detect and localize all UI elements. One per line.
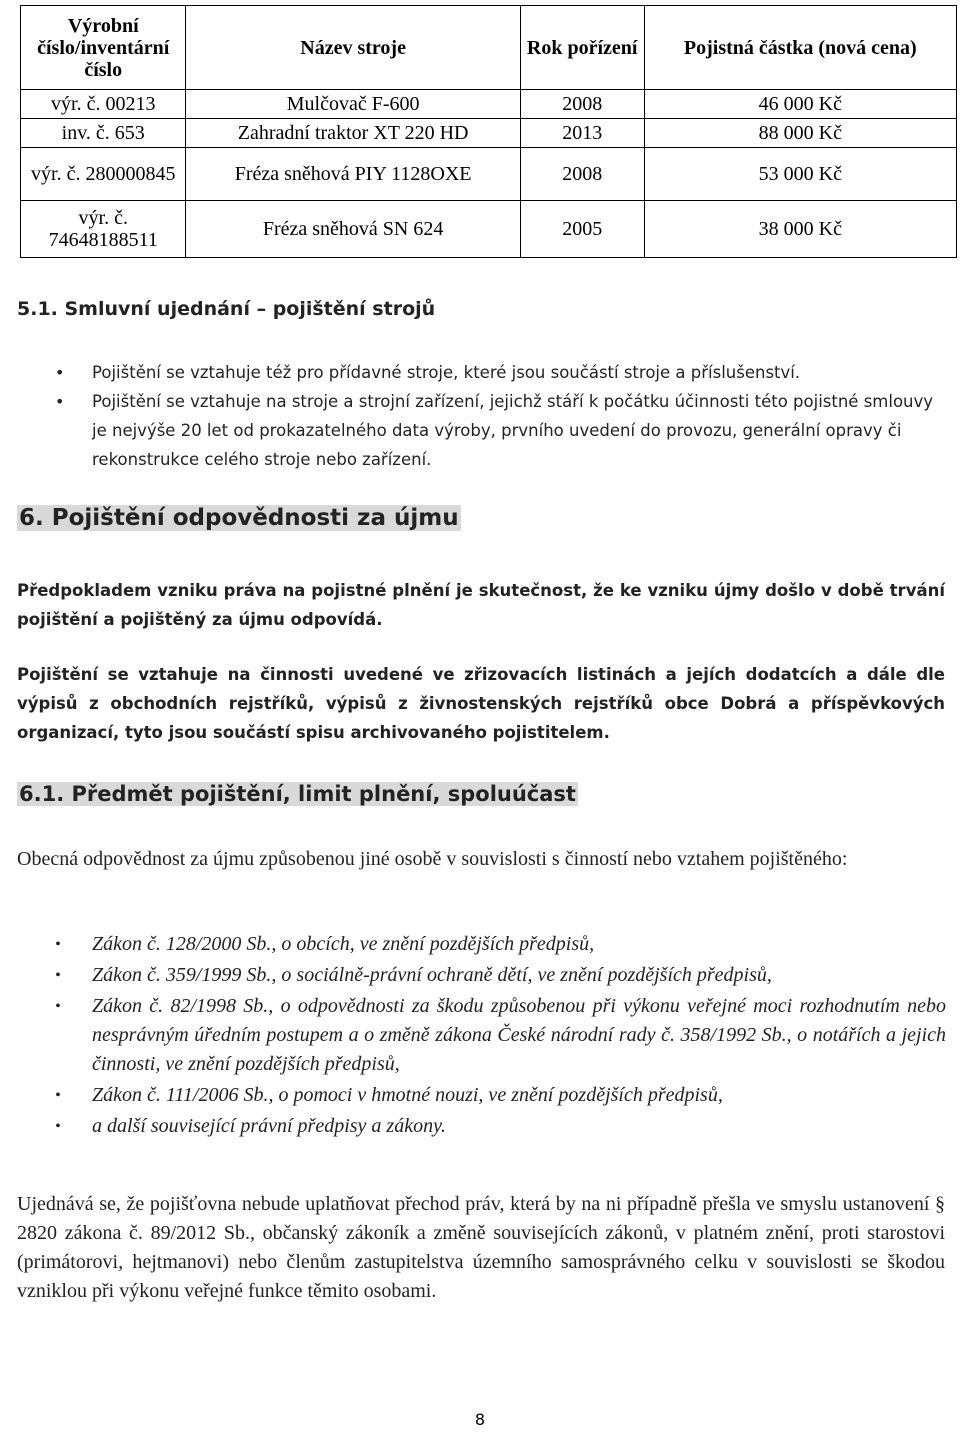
cell-price: 88 000 Kč [644,119,956,148]
table-row [21,201,957,258]
final-paragraph: Ujednává se, že pojišťovna nebude uplatňovat přechod práv, která by na ni případně přešla ve smyslu ustanovení § 2820 zákona č. 89/2012 Sb., občanský zákoník a změně souvisejících zákonů, v platném znění, proti starostovi (primátorovi, hejtmanovi) nebo členům zastupitelstva územního samosprávného celku v souvislosti se škodou vzniklou při výkonu veřejné funkce těmito osobami. [17,1193,945,1302]
header-year: Rok pořízení [520,6,644,90]
cell-year: 2013 [520,119,644,148]
header-name: Název stroje [186,6,520,90]
section-6-1-intro: Obecná odpovědnost za újmu způsobenou jiné osobě v souvislosti s činností nebo vztahem pojištěného: [17,848,848,870]
list-item: • Pojištění se vztahuje na stroje a strojní zařízení, jejichž stáří k počátku účinnosti této pojistné smlouvy je nejvýše 20 let od prokazatelného data výroby, prvního uvedení do provozu, generální opravy či rekonstrukce celého stroje nebo zařízení. [20,387,950,474]
section-5-1-heading: 5.1. Smluvní ujednání – pojištění strojů [17,298,436,320]
cell-id: inv. č. 653 [21,119,186,148]
cell-name: Zahradní traktor XT 220 HD [186,119,520,148]
section-5-1-bullets [20,358,950,474]
table-row [21,119,957,148]
laws-list [20,930,946,1143]
section-6-heading-text: 6. Pojištění odpovědnosti za újmu [19,505,459,531]
cell-price: 53 000 Kč [644,148,956,201]
machines-table [20,5,957,258]
list-item: • Zákon č. 82/1998 Sb., o odpovědnosti za škodu způsobenou při výkonu veřejné moci rozhodnutím nebo nesprávným úředním postupem a o změně zákona České národní rady č. 358/1992 Sb., o notářích a jejich činnosti, ve znění pozdějších předpisů, [20,992,946,1079]
list-item: • Pojištění se vztahuje též pro přídavné stroje, které jsou součástí stroje a příslušenství. [20,358,950,387]
cell-id: výr. č. 00213 [21,90,186,119]
list-item: • Zákon č. 128/2000 Sb., o obcích, ve znění pozdějších předpisů, [20,930,946,959]
section-6-para-2: Pojištění se vztahuje na činnosti uvedené ve zřizovacích listinách a jejích dodatcích a dále dle výpisů z obchodních rejstříků, výpisů z živnostenských rejstříků obce Dobrá a příspěvkových organizací, tyto jsou součástí spisu archivovaného pojistitelem. [17,665,945,742]
section-6-1-heading-text: 6.1. Předmět pojištění, limit plnění, spoluúčast [19,782,576,806]
list-item: • Zákon č. 111/2006 Sb., o pomoci v hmotné nouzi, ve znění pozdějších předpisů, [20,1081,946,1110]
header-price: Pojistná částka (nová cena) [644,6,956,90]
header-serial: Výrobní číslo/inventární číslo [21,6,186,90]
cell-price: 38 000 Kč [644,201,956,258]
cell-id: výr. č. 280000845 [21,148,186,201]
section-6-heading [17,505,461,531]
table-header-row [21,6,957,90]
cell-id: výr. č. 74648188511 [21,201,186,258]
cell-year: 2008 [520,90,644,119]
cell-name: Fréza sněhová SN 624 [186,201,520,258]
cell-name: Mulčovač F-600 [186,90,520,119]
cell-price: 46 000 Kč [644,90,956,119]
list-item: • a další související právní předpisy a zákony. [20,1112,946,1141]
table-row [21,90,957,119]
cell-name: Fréza sněhová PIY 1128OXE [186,148,520,201]
section-6-1-heading [17,782,578,806]
section-6-para-1: Předpokladem vzniku práva na pojistné plnění je skutečnost, že ke vzniku újmy došlo v době trvání pojištění a pojištěný za újmu odpovídá. [17,581,945,629]
list-item: • Zákon č. 359/1999 Sb., o sociálně-právní ochraně dětí, ve znění pozdějších předpisů, [20,961,946,990]
cell-year: 2005 [520,201,644,258]
cell-year: 2008 [520,148,644,201]
page-number: 8 [474,1410,486,1429]
table-row [21,148,957,201]
